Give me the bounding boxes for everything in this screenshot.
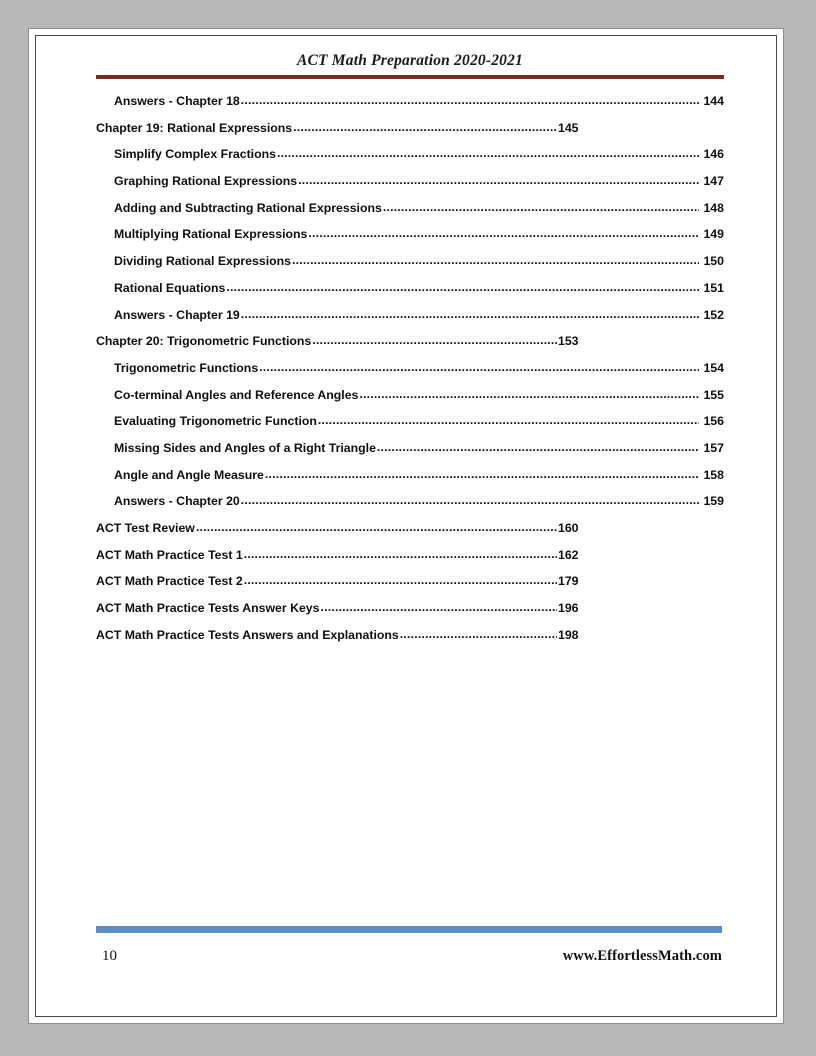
toc-entry[interactable] [96, 309, 724, 321]
page-border [35, 35, 777, 1017]
toc-entry-page: 149 [703, 227, 724, 242]
toc-entry-title: Answers - Chapter 20 [114, 494, 240, 509]
header-rule [96, 75, 724, 79]
toc-entry-title: Evaluating Trigonometric Function [114, 414, 317, 429]
toc-entry[interactable] [96, 549, 724, 561]
toc-entry-page: 158 [703, 467, 724, 482]
toc-leader-dots [241, 494, 699, 506]
toc-entry[interactable] [96, 202, 724, 214]
toc-entry[interactable] [96, 522, 724, 534]
toc-leader-dots [244, 574, 557, 586]
document-page [28, 28, 784, 1024]
toc-entry-title: Trigonometric Functions [114, 360, 259, 375]
toc-entry-title: Rational Equations [114, 280, 226, 295]
toc-leader-dots [400, 628, 557, 640]
toc-entry[interactable] [96, 629, 724, 641]
toc-entry[interactable] [96, 389, 724, 401]
toc-leader-dots [259, 361, 699, 373]
toc-entry[interactable] [96, 122, 724, 134]
toc-entry[interactable] [96, 148, 724, 160]
toc-leader-dots [277, 147, 699, 159]
toc-entry-title: Simplify Complex Fractions [114, 147, 276, 162]
toc-leader-dots [244, 548, 557, 560]
toc-entry[interactable] [96, 335, 724, 347]
toc-entry-title: Angle and Angle Measure [114, 467, 264, 482]
table-of-contents [96, 95, 724, 641]
toc-entry-title: ACT Math Practice Test 1 [96, 547, 243, 562]
toc-entry[interactable] [96, 469, 724, 481]
page-footer [96, 948, 722, 965]
toc-entry[interactable] [96, 602, 724, 614]
toc-entry[interactable] [96, 442, 724, 454]
toc-entry-page: 152 [703, 307, 724, 322]
toc-entry-title: Chapter 20: Trigonometric Functions [96, 334, 312, 349]
toc-leader-dots [383, 201, 699, 213]
toc-entry-page: 150 [703, 254, 724, 269]
toc-entry-page: 159 [703, 494, 724, 509]
toc-entry-title: Answers - Chapter 18 [114, 94, 240, 108]
toc-entry-page: 151 [703, 280, 724, 295]
toc-entry[interactable] [96, 415, 724, 427]
toc-leader-dots [226, 281, 699, 293]
toc-entry-title: Dividing Rational Expressions [114, 254, 291, 269]
toc-entry-title: Chapter 19: Rational Expressions [96, 120, 293, 135]
running-header: ACT Math Preparation 2020-2021 [296, 52, 524, 69]
toc-entry-page: 145 [558, 120, 579, 135]
toc-leader-dots [241, 308, 699, 320]
page-content [96, 52, 724, 1004]
toc-entry-title: Graphing Rational Expressions [114, 174, 298, 189]
toc-entry-page: 155 [703, 387, 724, 402]
toc-entry-page: 154 [703, 360, 724, 375]
toc-entry-page: 198 [558, 627, 579, 642]
toc-leader-dots [308, 227, 699, 239]
toc-entry-page: 147 [703, 174, 724, 189]
footer-rule [96, 926, 722, 933]
toc-leader-dots [298, 174, 699, 186]
toc-entry[interactable] [96, 495, 724, 507]
toc-entry-title: ACT Math Practice Tests Answer Keys [96, 601, 320, 616]
toc-leader-dots [265, 468, 699, 480]
toc-entry-page: 144 [703, 94, 724, 108]
toc-entry-page: 153 [558, 334, 579, 349]
toc-entry[interactable] [96, 362, 724, 374]
toc-entry-title: Co-terminal Angles and Reference Angles [114, 387, 359, 402]
toc-entry[interactable] [96, 95, 724, 107]
toc-entry-page: 157 [703, 440, 724, 455]
toc-leader-dots [241, 94, 699, 106]
toc-entry-page: 156 [703, 414, 724, 429]
toc-entry-page: 146 [703, 147, 724, 162]
toc-entry[interactable] [96, 282, 724, 294]
toc-leader-dots [292, 254, 699, 266]
toc-entry-page: 160 [558, 521, 579, 535]
toc-leader-dots [293, 121, 557, 133]
website-label: www.EffortlessMath.com [562, 948, 722, 964]
toc-leader-dots [359, 388, 699, 400]
toc-entry-page: 148 [703, 200, 724, 215]
toc-entry[interactable] [96, 255, 724, 267]
toc-entry[interactable] [96, 175, 724, 187]
toc-entry-title: Multiplying Rational Expressions [114, 227, 308, 242]
toc-entry-page: 196 [558, 601, 579, 616]
toc-entry-page: 162 [558, 547, 579, 562]
toc-entry-title: Adding and Subtracting Rational Expressions [114, 200, 382, 215]
toc-entry[interactable] [96, 575, 724, 587]
toc-leader-dots [320, 601, 557, 613]
toc-leader-dots [377, 441, 699, 453]
toc-entry-title: Answers - Chapter 19 [114, 307, 240, 322]
toc-entry-page: 179 [558, 574, 579, 589]
toc-leader-dots [196, 521, 557, 533]
toc-leader-dots [312, 334, 557, 346]
toc-entry-title: Missing Sides and Angles of a Right Triangle [114, 440, 376, 455]
toc-entry-title: ACT Math Practice Test 2 [96, 574, 243, 589]
page-number: 10 [102, 948, 117, 964]
toc-entry[interactable] [96, 228, 724, 240]
toc-entry-title: ACT Math Practice Tests Answers and Explanations [96, 627, 399, 642]
toc-entry-title: ACT Test Review [96, 521, 195, 535]
toc-leader-dots [318, 414, 699, 426]
